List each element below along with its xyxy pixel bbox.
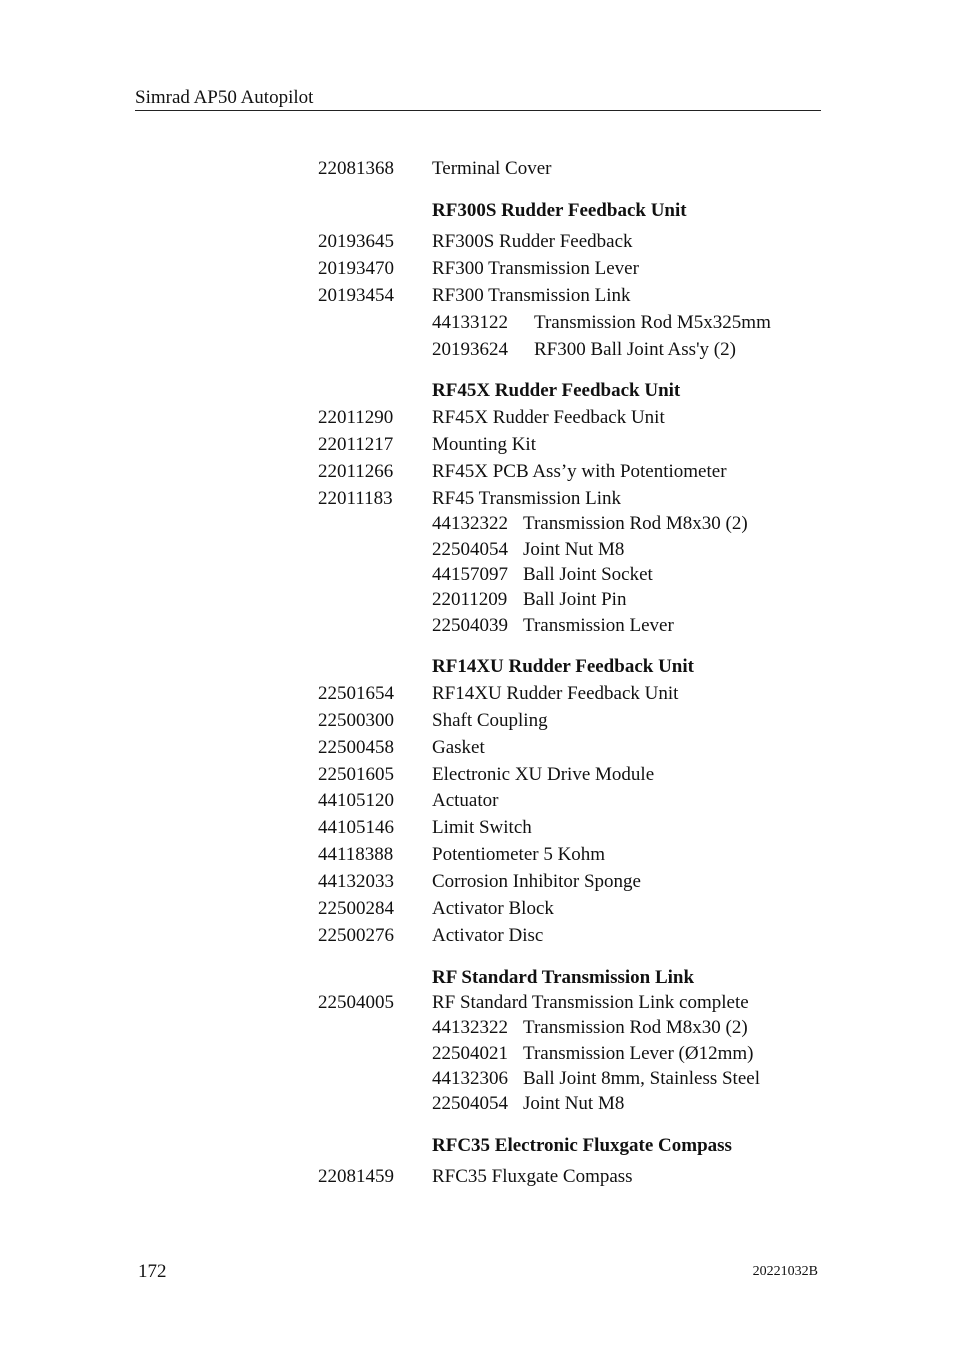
part-number: 22011266 <box>318 461 394 482</box>
sub-part-number: 44132322 <box>432 513 508 534</box>
sub-part-number: 22504021 <box>432 1043 508 1064</box>
part-description: Limit Switch <box>432 817 532 838</box>
part-number: 22501654 <box>318 683 394 704</box>
part-number: 22081368 <box>318 158 394 179</box>
sub-part-number: 22011209 <box>432 589 508 610</box>
part-description: RF300 Transmission Lever <box>432 258 639 279</box>
part-number: 22501605 <box>318 764 394 785</box>
part-number: 22500458 <box>318 737 394 758</box>
header-rule <box>135 110 821 111</box>
sub-part-description: Transmission Rod M8x30 (2) <box>523 1017 748 1038</box>
part-description: RF300 Transmission Link <box>432 285 631 306</box>
part-description: Electronic XU Drive Module <box>432 764 655 785</box>
sub-part-description: Transmission Lever <box>523 615 674 636</box>
part-description: RFC35 Fluxgate Compass <box>432 1166 633 1187</box>
section-heading: RFC35 Electronic Fluxgate Compass <box>432 1135 732 1156</box>
part-number: 22500276 <box>318 925 394 946</box>
part-number: 44132033 <box>318 871 394 892</box>
sub-part-description: RF300 Ball Joint Ass'y (2) <box>534 339 736 360</box>
sub-part-description: Transmission Rod M8x30 (2) <box>523 513 748 534</box>
sub-part-number: 44132306 <box>432 1068 508 1089</box>
sub-part-number: 22504054 <box>432 539 508 560</box>
section-heading: RF300S Rudder Feedback Unit <box>432 200 687 221</box>
part-description: Actuator <box>432 790 499 811</box>
sub-part-number: 22504054 <box>432 1093 508 1114</box>
part-description: Terminal Cover <box>432 158 552 179</box>
part-description: RF Standard Transmission Link complete <box>432 992 749 1013</box>
part-description: Activator Block <box>432 898 554 919</box>
section-heading: RF45X Rudder Feedback Unit <box>432 380 681 401</box>
section-heading: RF Standard Transmission Link <box>432 967 695 988</box>
part-description: Mounting Kit <box>432 434 536 455</box>
sub-part-number: 20193624 <box>432 339 508 360</box>
page-number: 172 <box>138 1261 167 1282</box>
sub-part-description: Ball Joint Pin <box>523 589 627 610</box>
document-number: 20221032B <box>752 1264 818 1279</box>
part-description: RF45 Transmission Link <box>432 488 621 509</box>
part-description: RF300S Rudder Feedback <box>432 231 633 252</box>
part-number: 22011290 <box>318 407 394 428</box>
sub-part-description: Joint Nut M8 <box>523 539 625 560</box>
part-description: Activator Disc <box>432 925 544 946</box>
sub-part-number: 44133122 <box>432 312 508 333</box>
part-number: 22500300 <box>318 710 394 731</box>
sub-part-number: 22504039 <box>432 615 508 636</box>
part-description: RF45X PCB Ass’y with Potentiometer <box>432 461 727 482</box>
part-number: 44105146 <box>318 817 394 838</box>
page-header-title: Simrad AP50 Autopilot <box>135 87 314 108</box>
sub-part-description: Ball Joint 8mm, Stainless Steel <box>523 1068 760 1089</box>
part-description: Shaft Coupling <box>432 710 548 731</box>
sub-part-description: Ball Joint Socket <box>523 564 653 585</box>
sub-part-description: Transmission Lever (Ø12mm) <box>523 1043 754 1064</box>
part-description: Gasket <box>432 737 485 758</box>
sub-part-number: 44157097 <box>432 564 508 585</box>
section-heading: RF14XU Rudder Feedback Unit <box>432 656 694 677</box>
part-description: Corrosion Inhibitor Sponge <box>432 871 641 892</box>
part-description: RF14XU Rudder Feedback Unit <box>432 683 679 704</box>
sub-part-description: Joint Nut M8 <box>523 1093 625 1114</box>
part-number: 22011183 <box>318 488 393 509</box>
part-description: Potentiometer 5 Kohm <box>432 844 606 865</box>
part-number: 44118388 <box>318 844 394 865</box>
sub-part-number: 44132322 <box>432 1017 508 1038</box>
part-number: 44105120 <box>318 790 394 811</box>
part-number: 20193454 <box>318 285 394 306</box>
part-description: RF45X Rudder Feedback Unit <box>432 407 665 428</box>
part-number: 22081459 <box>318 1166 394 1187</box>
part-number: 22500284 <box>318 898 394 919</box>
part-number: 20193645 <box>318 231 394 252</box>
sub-part-description: Transmission Rod M5x325mm <box>534 312 771 333</box>
part-number: 22504005 <box>318 992 394 1013</box>
part-number: 20193470 <box>318 258 394 279</box>
part-number: 22011217 <box>318 434 394 455</box>
